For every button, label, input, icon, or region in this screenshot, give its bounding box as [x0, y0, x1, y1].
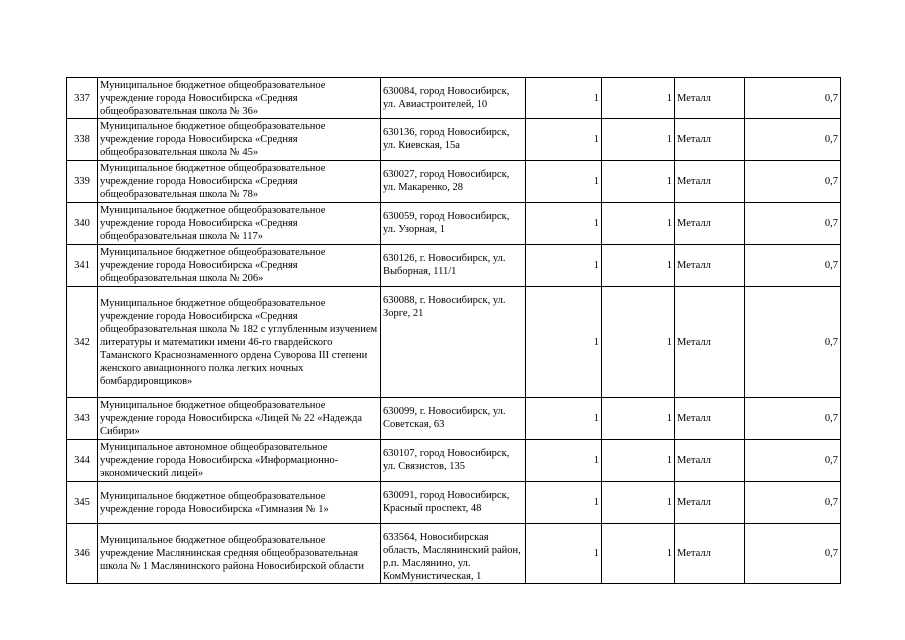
table-row	[67, 203, 841, 245]
count-2-cell	[602, 287, 675, 398]
value-cell	[745, 161, 841, 203]
row-number: 344	[74, 455, 90, 466]
material: Металл	[677, 134, 711, 145]
institution-address-cell	[381, 161, 526, 203]
institution-address-cell	[381, 524, 526, 584]
material: Металл	[677, 455, 711, 466]
row-number-cell	[67, 245, 98, 287]
material: Металл	[677, 92, 711, 104]
value-cell	[745, 203, 841, 245]
value-cell	[745, 398, 841, 440]
value-cell	[745, 119, 841, 161]
value: 0,7	[824, 455, 838, 466]
count-1: 1	[593, 134, 599, 145]
count-2: 1	[666, 336, 672, 348]
row-number: 346	[74, 548, 90, 559]
institution-address: 630126, г. Новосибирск, ул. Выборная, 111/1	[383, 253, 506, 277]
value: 0,7	[824, 260, 838, 271]
material-cell	[675, 482, 745, 524]
count-2: 1	[666, 134, 672, 145]
count-2-cell	[602, 78, 675, 119]
value-cell	[745, 245, 841, 287]
count-1-cell	[526, 78, 602, 119]
material-cell	[675, 119, 745, 161]
count-1: 1	[593, 176, 599, 187]
count-2-cell	[602, 482, 675, 524]
material: Металл	[677, 548, 711, 559]
row-number: 341	[74, 260, 90, 271]
row-number-cell	[67, 78, 98, 119]
institution-name: Муниципальное бюджетное общеобразовательное учреждение города Новосибирска «Средняя общеобразовательная школа № 78»	[100, 163, 326, 200]
count-1: 1	[593, 260, 599, 271]
institution-address: 630084, город Новосибирск, ул. Авиастроителей, 10	[383, 86, 510, 110]
material: Металл	[677, 413, 711, 424]
table-row	[67, 440, 841, 482]
schools-table	[66, 77, 841, 584]
count-2: 1	[666, 548, 672, 559]
row-number: 338	[74, 134, 90, 145]
table-body	[67, 78, 841, 584]
material: Металл	[677, 176, 711, 187]
count-1: 1	[593, 455, 599, 466]
material-cell	[675, 524, 745, 584]
row-number: 340	[74, 218, 90, 229]
institution-name: Муниципальное бюджетное общеобразовательное учреждение города Новосибирска «Гимназия № 1»	[100, 490, 329, 515]
count-1-cell	[526, 482, 602, 524]
institution-name-cell	[98, 203, 381, 245]
institution-name: Муниципальное бюджетное общеобразовательное учреждение города Новосибирска «Лицей № 22 «Надежда Сибири»	[100, 400, 362, 437]
row-number-cell	[67, 524, 98, 584]
institution-address: 633564, Новосибирская область, Маслянинский район, р.п. Маслянино, ул. КомМунистическая, 1	[383, 532, 521, 582]
count-2-cell	[602, 440, 675, 482]
count-2: 1	[666, 176, 672, 187]
institution-address-cell	[381, 245, 526, 287]
count-2: 1	[666, 260, 672, 271]
count-2: 1	[666, 218, 672, 229]
institution-address: 630091, город Новосибирск, Красный проспект, 48	[383, 490, 510, 514]
institution-name: Муниципальное бюджетное общеобразовательное учреждение города Новосибирска «Средняя общеобразовательная школа № 45»	[100, 121, 326, 158]
institution-name: Муниципальное автономное общеобразовательное учреждение города Новосибирска «Информационно-экономический лицей»	[100, 442, 339, 479]
material-cell	[675, 161, 745, 203]
institution-name-cell	[98, 482, 381, 524]
table-row	[67, 78, 841, 119]
institution-address: 630059, город Новосибирск, ул. Узорная, 1	[383, 211, 510, 235]
count-1-cell	[526, 203, 602, 245]
count-2-cell	[602, 524, 675, 584]
material-cell	[675, 245, 745, 287]
institution-name-cell	[98, 398, 381, 440]
material: Металл	[677, 336, 711, 348]
material: Металл	[677, 497, 711, 508]
count-1: 1	[593, 92, 599, 104]
value: 0,7	[824, 134, 838, 145]
institution-address-cell	[381, 398, 526, 440]
count-1: 1	[593, 548, 599, 559]
material-cell	[675, 78, 745, 119]
institution-name-cell	[98, 161, 381, 203]
count-1-cell	[526, 440, 602, 482]
institution-address-cell	[381, 482, 526, 524]
institution-address-cell	[381, 440, 526, 482]
row-number: 337	[74, 92, 90, 104]
row-number-cell	[67, 482, 98, 524]
count-2: 1	[666, 413, 672, 424]
value: 0,7	[824, 548, 838, 559]
institution-address-cell	[381, 287, 526, 398]
table-row	[67, 161, 841, 203]
table-row	[67, 119, 841, 161]
count-2-cell	[602, 245, 675, 287]
institution-name-cell	[98, 245, 381, 287]
table-row	[67, 398, 841, 440]
institution-address: 630027, город Новосибирск, ул. Макаренко, 28	[383, 169, 510, 193]
institution-name: Муниципальное бюджетное общеобразовательное учреждение города Новосибирска «Средняя общеобразовательная школа № 36»	[100, 79, 326, 117]
institution-name: Муниципальное бюджетное общеобразовательное учреждение города Новосибирска «Средняя общеобразовательная школа № 206»	[100, 247, 326, 284]
value: 0,7	[824, 336, 838, 348]
material-cell	[675, 203, 745, 245]
value: 0,7	[824, 92, 838, 104]
count-2: 1	[666, 92, 672, 104]
count-1: 1	[593, 497, 599, 508]
row-number: 339	[74, 176, 90, 187]
institution-address-cell	[381, 119, 526, 161]
value-cell	[745, 78, 841, 119]
table-row	[67, 245, 841, 287]
row-number-cell	[67, 287, 98, 398]
value: 0,7	[824, 413, 838, 424]
value: 0,7	[824, 218, 838, 229]
row-number: 345	[74, 497, 90, 508]
material: Металл	[677, 218, 711, 229]
institution-name: Муниципальное бюджетное общеобразовательное учреждение города Новосибирска «Средняя общеобразовательная школа № 117»	[100, 205, 326, 242]
count-1-cell	[526, 119, 602, 161]
material-cell	[675, 287, 745, 398]
count-2: 1	[666, 497, 672, 508]
table-row	[67, 482, 841, 524]
count-2: 1	[666, 455, 672, 466]
table-row	[67, 287, 841, 398]
count-2-cell	[602, 161, 675, 203]
institution-address: 630099, г. Новосибирск, ул. Советская, 63	[383, 406, 506, 430]
count-1: 1	[593, 218, 599, 229]
row-number-cell	[67, 203, 98, 245]
value-cell	[745, 482, 841, 524]
count-1-cell	[526, 398, 602, 440]
value-cell	[745, 524, 841, 584]
institution-address: 630107, город Новосибирск, ул. Связистов, 135	[383, 448, 510, 472]
value-cell	[745, 440, 841, 482]
material-cell	[675, 440, 745, 482]
institution-name: Муниципальное бюджетное общеобразовательное учреждение Маслянинская средняя общеобразовательная школа № 1 Маслянинского района Новосибирской области	[100, 535, 365, 572]
count-1-cell	[526, 287, 602, 398]
row-number-cell	[67, 440, 98, 482]
count-2-cell	[602, 398, 675, 440]
value: 0,7	[824, 497, 838, 508]
institution-name-cell	[98, 78, 381, 119]
institution-address-cell	[381, 203, 526, 245]
institution-name-cell	[98, 440, 381, 482]
row-number-cell	[67, 161, 98, 203]
count-2-cell	[602, 203, 675, 245]
material: Металл	[677, 260, 711, 271]
row-number-cell	[67, 119, 98, 161]
count-1-cell	[526, 161, 602, 203]
institution-name-cell	[98, 287, 381, 398]
institution-address: 630088, г. Новосибирск, ул. Зорге, 21	[383, 295, 506, 319]
count-2-cell	[602, 119, 675, 161]
value-cell	[745, 287, 841, 398]
row-number: 342	[74, 336, 90, 348]
count-1: 1	[593, 413, 599, 424]
institution-name-cell	[98, 524, 381, 584]
row-number: 343	[74, 413, 90, 424]
count-1-cell	[526, 245, 602, 287]
institution-address: 630136, город Новосибирск, ул. Киевская, 15а	[383, 127, 510, 151]
value: 0,7	[824, 176, 838, 187]
count-1-cell	[526, 524, 602, 584]
institution-name: Муниципальное бюджетное общеобразовательное учреждение города Новосибирска «Средняя общеобразовательная школа № 182 с углубленным изучением литературы и математики имени 46-го гвардейского Таманского Краснознаменного ордена Суворова III степени женского авиационного полка легких ночных бомбардировщиков»	[100, 297, 378, 387]
material-cell	[675, 398, 745, 440]
row-number-cell	[67, 398, 98, 440]
count-1: 1	[593, 336, 599, 348]
institution-name-cell	[98, 119, 381, 161]
institution-address-cell	[381, 78, 526, 119]
table-row	[67, 524, 841, 584]
